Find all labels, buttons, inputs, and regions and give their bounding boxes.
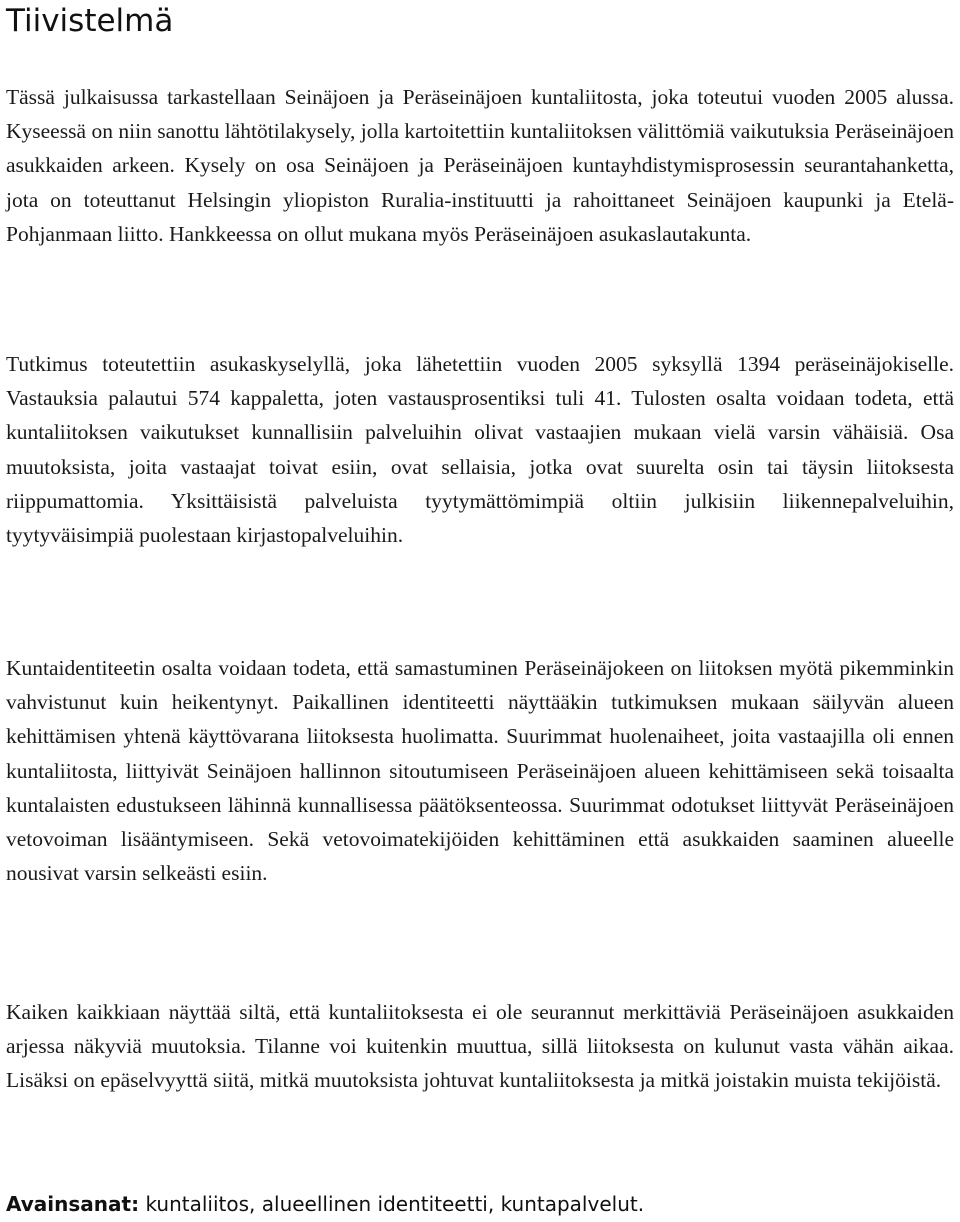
page-title: Tiivistelmä bbox=[6, 3, 174, 39]
paragraph-introduction: Tässä julkaisussa tarkastellaan Seinäjoen ja Peräseinäjoen kuntaliitosta, joka toteutui vuoden 2005 alussa. Kyseessä on niin sanottu lähtötilakysely, jolla kartoitettiin kuntaliitoksen välittömiä vaikutuksia Peräseinäjoen asukkaiden arkeen. Kysely on osa Seinäjoen ja Peräseinäjoen kuntayhdistymisprosessin seurantahanketta, jota on toteuttanut Helsingin yliopiston Ruralia-instituutti ja rahoittaneet Seinäjoen kaupunki ja Etelä-Pohjanmaan liitto. Hankkeessa on ollut mukana myös Peräseinäjoen asukaslautakunta. bbox=[6, 85, 954, 246]
document-page bbox=[6, 0, 954, 1216]
keywords-line bbox=[6, 1189, 954, 1219]
paragraph-identity: Kuntaidentiteetin osalta voidaan todeta, että samastuminen Peräseinäjokeen on liitoksen myötä pikemminkin vahvistunut kuin heikentynyt. Paikallinen identiteetti näyttääkin tutkimuksen mukaan säilyvän alueen kehittämisen yhtenä käyttövarana liitoksesta huolimatta. Suurimmat huolenaiheet, joita vastaajilla oli ennen kuntaliitosta, liittyivät Seinäjoen hallinnon sitoutumiseen Peräseinäjoen alueen kehittämiseen sekä toisaalta kuntalaisten edustukseen lähinnä kunnallisessa päätöksenteossa. Suurimmat odotukset liittyvät Peräseinäjoen vetovoiman lisääntymiseen. Sekä vetovoimatekijöiden kehittäminen että asukkaiden saaminen alueelle nousivat varsin selkeästi esiin. bbox=[6, 656, 954, 886]
keywords-list: kuntaliitos, alueellinen identiteetti, kuntapalvelut. bbox=[139, 1192, 645, 1216]
keywords-label: Avainsanat: bbox=[6, 1192, 140, 1216]
paragraph-conclusion: Kaiken kaikkiaan näyttää siltä, että kuntaliitoksesta ei ole seurannut merkittäviä Peräseinäjoen asukkaiden arjessa näkyviä muutoksia. Tilanne voi kuitenkin muuttua, sillä liitoksesta on kulunut vasta vähän aikaa. Lisäksi on epäselvyyttä siitä, mitkä muutoksista johtuvat kuntaliitoksesta ja mitkä joistakin muista tekijöistä. bbox=[6, 1000, 954, 1093]
paragraph-survey-results: Tutkimus toteutettiin asukaskyselyllä, joka lähetettiin vuoden 2005 syksyllä 1394 peräseinäjokiselle. Vastauksia palautui 574 kappaletta, joten vastausprosentiksi tuli 41. Tulosten osalta voidaan todeta, että kuntaliitoksen vaikutukset kunnallisiin palveluihin olivat vastaajien mukaan vielä varsin vähäisiä. Osa muutoksista, joita vastaajat toivat esiin, ovat sellaisia, jotka ovat suurelta osin tai täysin liitoksesta riippumattomia. Yksittäisistä palveluista tyytymättömimpiä oltiin julkisiin liikennepalveluihin, tyytyväisimpiä puolestaan kirjastopalveluihin. bbox=[6, 352, 954, 548]
